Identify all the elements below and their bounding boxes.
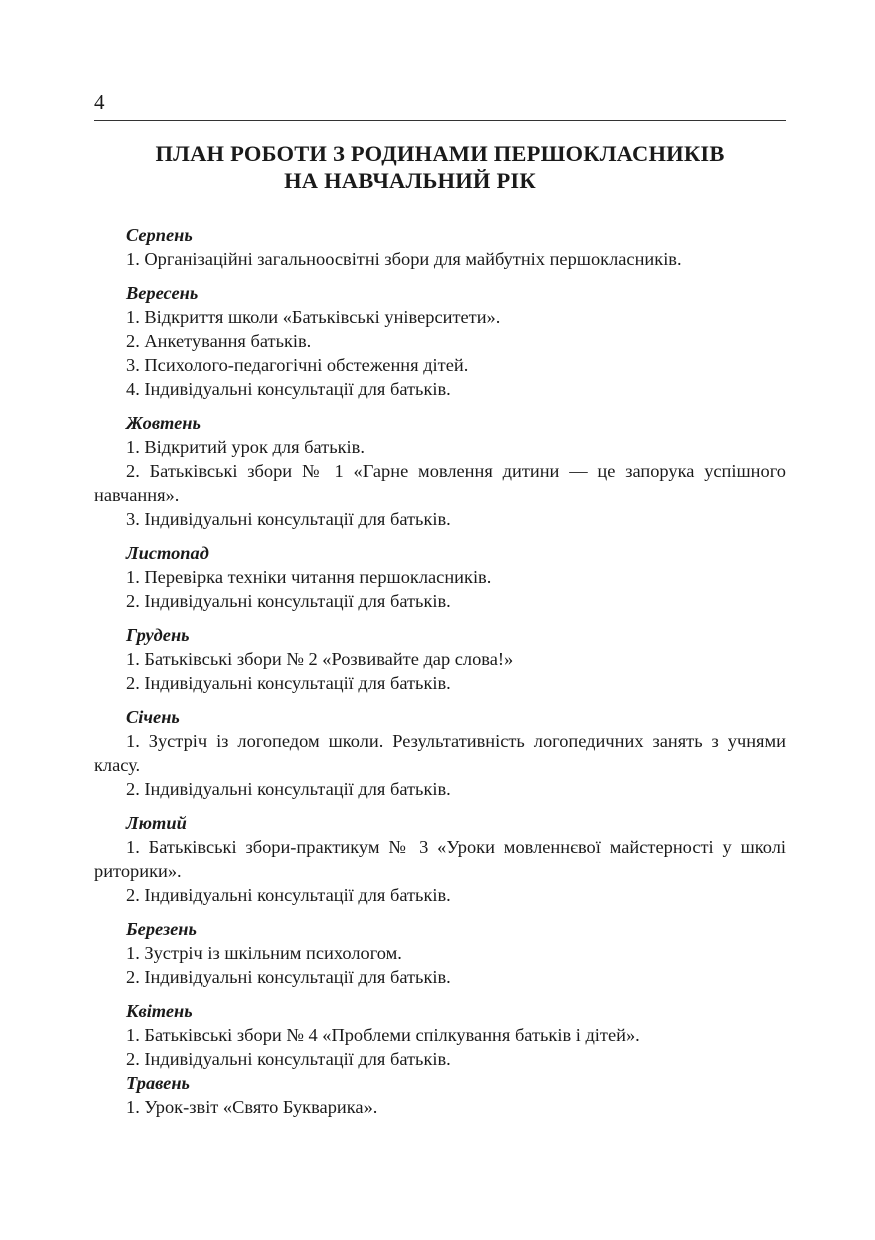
month-name: Листопад [126,543,209,563]
plan-item: 1. Батьківські збори № 2 «Розвивайте дар слова!» [126,649,514,669]
month-section [94,811,786,907]
plan-item: 1. Організаційні загальноосвітні збори для майбутніх першокласників. [126,249,682,269]
plan-item: 3. Психолого-педагогічні обстеження дітей. [126,355,469,375]
month-name: Квітень [126,1001,193,1021]
page-number: 4 [94,90,105,114]
month-section [94,411,786,531]
plan-item: 1. Батьківські збори № 4 «Проблеми спілкування батьків і дітей». [126,1025,640,1045]
page-title [94,140,786,194]
plan-item: 2. Індивідуальні консультації для батьків. [126,591,451,611]
page-title-line-2: НА НАВЧАЛЬНИЙ РІК [284,168,536,193]
month-section [94,623,786,695]
month-section [94,917,786,989]
plan-item: 3. Індивідуальні консультації для батьків. [126,509,451,529]
month-name: Травень [126,1073,190,1093]
month-section [94,541,786,613]
plan-item: 2. Індивідуальні консультації для батьків. [126,673,451,693]
month-name: Грудень [126,625,190,645]
plan-item: 4. Індивідуальні консультації для батьків. [126,379,451,399]
month-name: Вересень [126,283,199,303]
month-section [94,223,786,271]
plan-item: 2. Анкетування батьків. [126,331,312,351]
month-name: Січень [126,707,180,727]
month-name: Березень [126,919,197,939]
month-name: Жовтень [126,413,201,433]
plan-item: 1. Перевірка техніки читання першокласників. [126,567,492,587]
plan-item: 2. Індивідуальні консультації для батьків. [126,1049,451,1069]
month-name: Серпень [126,225,193,245]
month-section [94,705,786,801]
header-rule [94,120,786,121]
plan-item: 2. Індивідуальні консультації для батьків. [126,885,451,905]
plan-item: 2. Індивідуальні консультації для батьків. [126,967,451,987]
plan-item: 1. Зустріч із шкільним психологом. [126,943,402,963]
plan-item: 1. Зустріч із логопедом школи. Результативність логопедичних занять з учнями класу. [94,731,786,775]
month-section [94,999,786,1071]
plan-item: 1. Батьківські збори-практикум № 3 «Уроки мовленнєвої майстерності у школі риторики». [94,837,786,881]
plan-body [94,223,786,1129]
plan-item: 1. Відкритий урок для батьків. [126,437,365,457]
plan-item: 2. Батьківські збори № 1 «Гарне мовлення дитини — це запорука успішного навчання». [94,461,786,505]
page-title-line-1: ПЛАН РОБОТИ З РОДИНАМИ ПЕРШОКЛАСНИКІВ [155,141,725,166]
plan-item: 1. Відкриття школи «Батьківські університети». [126,307,501,327]
month-section [94,1071,786,1119]
plan-item: 2. Індивідуальні консультації для батьків. [126,779,451,799]
month-section [94,281,786,401]
month-name: Лютий [126,813,187,833]
plan-item: 1. Урок-звіт «Свято Букварика». [126,1097,378,1117]
